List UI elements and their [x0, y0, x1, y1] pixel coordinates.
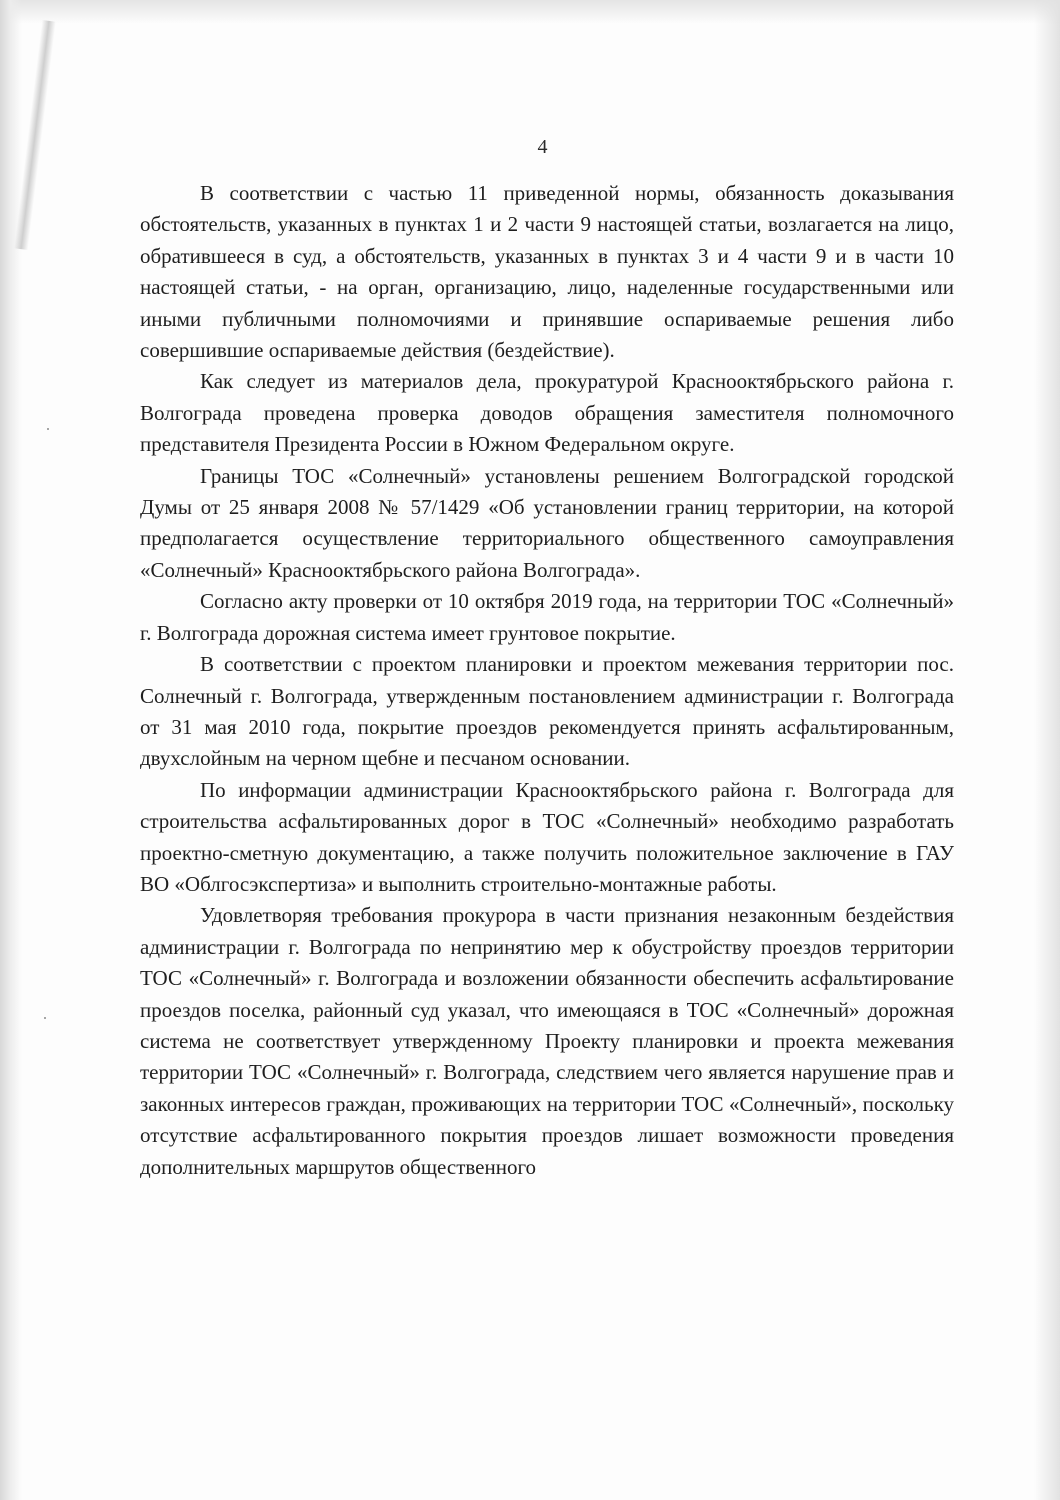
paragraph: Согласно акту проверки от 10 октября 2019 года, на территории ТОС «Солнечный» г. Волгограда дорожная система имеет грунтовое покрытие. — [140, 589, 954, 645]
scan-speck — [44, 1017, 46, 1019]
paragraph: Удовлетворяя требования прокурора в части признания незаконным бездействия администрации г. Волгограда по непринятию мер к обустройству проездов территории ТОС «Солнечный» г. Волгограда и возложении обязанности обеспечить асфальтирование проездов поселка, районный суд указал, что имеющаяся в ТОС «Солнечный» дорожная система не соответствует утвержденному Проекту планировки и проекта межевания территории ТОС «Солнечный» г. Волгограда, следствием чего является нарушение прав и законных интересов граждан, проживающих на территории ТОС «Солнечный», поскольку отсутствие асфальтированного покрытия проездов лишает возможности проведения дополнительных маршрутов общественного — [140, 903, 954, 1179]
scan-speck — [47, 428, 49, 430]
paragraph: В соответствии с частью 11 приведенной нормы, обязанность доказывания обстоятельств, указанных в пунктах 1 и 2 части 9 настоящей статьи, возлагается на лицо, обратившееся в суд, а обстоятельств, указанных в пунктах 3 и 4 части 9 и в части 10 настоящей статьи, - на орган, организацию, лицо, наделенные государственными или иными публичными полномочиями и принявшие оспариваемые решения либо совершившие оспариваемые действия (бездействие). — [140, 181, 954, 363]
scan-right-edge — [1034, 0, 1060, 1500]
paragraph: Границы ТОС «Солнечный» установлены решением Волгоградской городской Думы от 25 января 2008 № 57/1429 «Об установлении границ территории, на которой предполагается осуществление территориального общественного самоуправления «Солнечный» Краснооктябрьского района Волгограда». — [140, 463, 954, 582]
page-number: 4 — [537, 136, 548, 158]
scan-top-edge — [0, 0, 1060, 24]
paragraph: Как следует из материалов дела, прокуратурой Краснооктябрьского района г. Волгограда проведена проверка доводов обращения заместителя полномочного представителя Президента России в Южном Федеральном округе. — [140, 369, 954, 457]
paragraph: По информации администрации Краснооктябрьского района г. Волгограда для строительства асфальтированных дорог в ТОС «Солнечный» необходимо разработать проектно-сметную документацию, а также получить положительное заключение в ГАУ ВО «Облгосэкспертиза» и выполнить строительно-монтажные работы. — [140, 777, 954, 896]
document-body — [140, 178, 954, 1183]
paragraph: В соответствии с проектом планировки и проектом межевания территории пос. Солнечный г. Волгограда, утвержденным постановлением администрации г. Волгограда от 31 мая 2010 года, покрытие проездов рекомендуется принять асфальтированным, двухслойным на черном щебне и песчаном основании. — [140, 652, 954, 771]
